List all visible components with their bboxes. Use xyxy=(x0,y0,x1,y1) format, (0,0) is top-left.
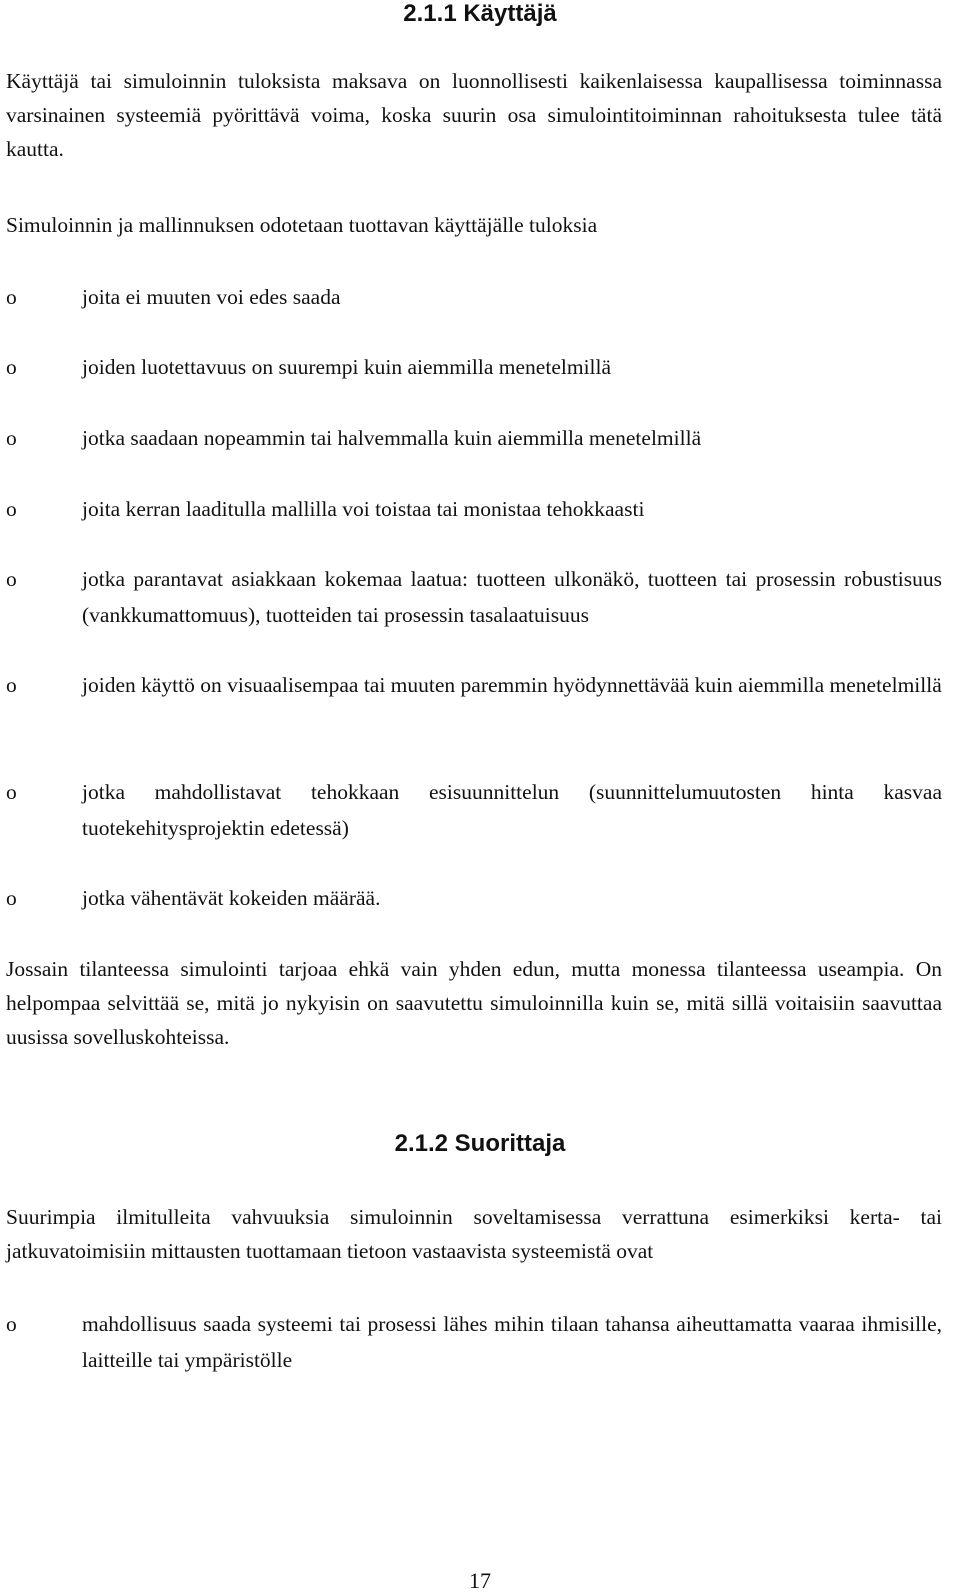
list-item-text: jotka mahdollistavat tehokkaan esisuunnittelun (suunnittelumuutosten hinta kasvaa tuotekehitysprojektin edetessä) xyxy=(82,780,942,840)
intro-paragraph: Käyttäjä tai simuloinnin tuloksista maksava on luonnollisesti kaikenlaisessa kaupallisessa toiminnassa varsinainen systeemiä pyörittävä voima, koska suurin osa simulointitoiminnan rahoituksesta tulee tätä kautta. xyxy=(6,69,942,161)
list-item-text: jotka vähentävät kokeiden määrää. xyxy=(82,886,381,910)
bullet-marker: o xyxy=(6,1312,17,1336)
list-item xyxy=(6,279,942,315)
list-item-text: joiden käyttö on visuaalisempaa tai muuten paremmin hyödynnettävää kuin aiemmilla menetelmillä xyxy=(82,673,942,697)
bullet-marker: o xyxy=(6,567,17,591)
bullet-marker: o xyxy=(6,426,17,450)
list-item xyxy=(6,561,942,633)
section-heading-suorittaja: 2.1.2 Suorittaja xyxy=(394,1130,566,1157)
list-item-text: mahdollisuus saada systeemi tai prosessi lähes mihin tilaan tahansa aiheuttamatta vaaraa ihmisille, laitteille tai ympäristölle xyxy=(82,1312,942,1372)
bullet-marker: o xyxy=(6,285,17,309)
list-item xyxy=(6,880,942,916)
bullet-marker: o xyxy=(6,355,17,379)
list-item-text: joiden luotettavuus on suurempi kuin aiemmilla menetelmillä xyxy=(82,355,612,379)
closing-paragraph: Jossain tilanteessa simulointi tarjoaa ehkä vain yhden edun, mutta monessa tilanteessa useampia. On helpompaa selvittää se, mitä jo nykyisin on saavutettu simuloinnilla kuin se, mitä sillä voitaisiin saavuttaa uusissa sovelluskohteissa. xyxy=(6,957,942,1049)
bullet-marker: o xyxy=(6,673,17,697)
section2-intro-paragraph: Suurimpia ilmitulleita vahvuuksia simuloinnin soveltamisessa verrattuna esimerkiksi kerta- tai jatkuvatoimisiin mittausten tuottamaan tietoon vastaavista systeemistä ovat xyxy=(6,1205,942,1263)
bullet-marker: o xyxy=(6,780,17,804)
page-number: 17 xyxy=(469,1568,491,1593)
list-item xyxy=(6,420,942,456)
list-item xyxy=(6,667,942,703)
bullet-marker: o xyxy=(6,886,17,910)
bullet-marker: o xyxy=(6,497,17,521)
list-item xyxy=(6,1306,942,1378)
list-item-text: joita ei muuten voi edes saada xyxy=(82,285,341,309)
list-item xyxy=(6,349,942,385)
list-item-text: jotka saadaan nopeammin tai halvemmalla kuin aiemmilla menetelmillä xyxy=(82,426,702,450)
list-item xyxy=(6,491,942,527)
list-item xyxy=(6,774,942,846)
list-item-text: jotka parantavat asiakkaan kokemaa laatua: tuotteen ulkonäkö, tuotteen tai prosessin robustisuus (vankkumattomuus), tuotteiden tai prosessin tasalaatuisuus xyxy=(82,567,942,627)
lead-paragraph: Simuloinnin ja mallinnuksen odotetaan tuottavan käyttäjälle tuloksia xyxy=(6,213,598,237)
section-heading-kayttaja: 2.1.1 Käyttäjä xyxy=(403,0,557,27)
list-item-text: joita kerran laaditulla mallilla voi toistaa tai monistaa tehokkaasti xyxy=(82,497,645,521)
